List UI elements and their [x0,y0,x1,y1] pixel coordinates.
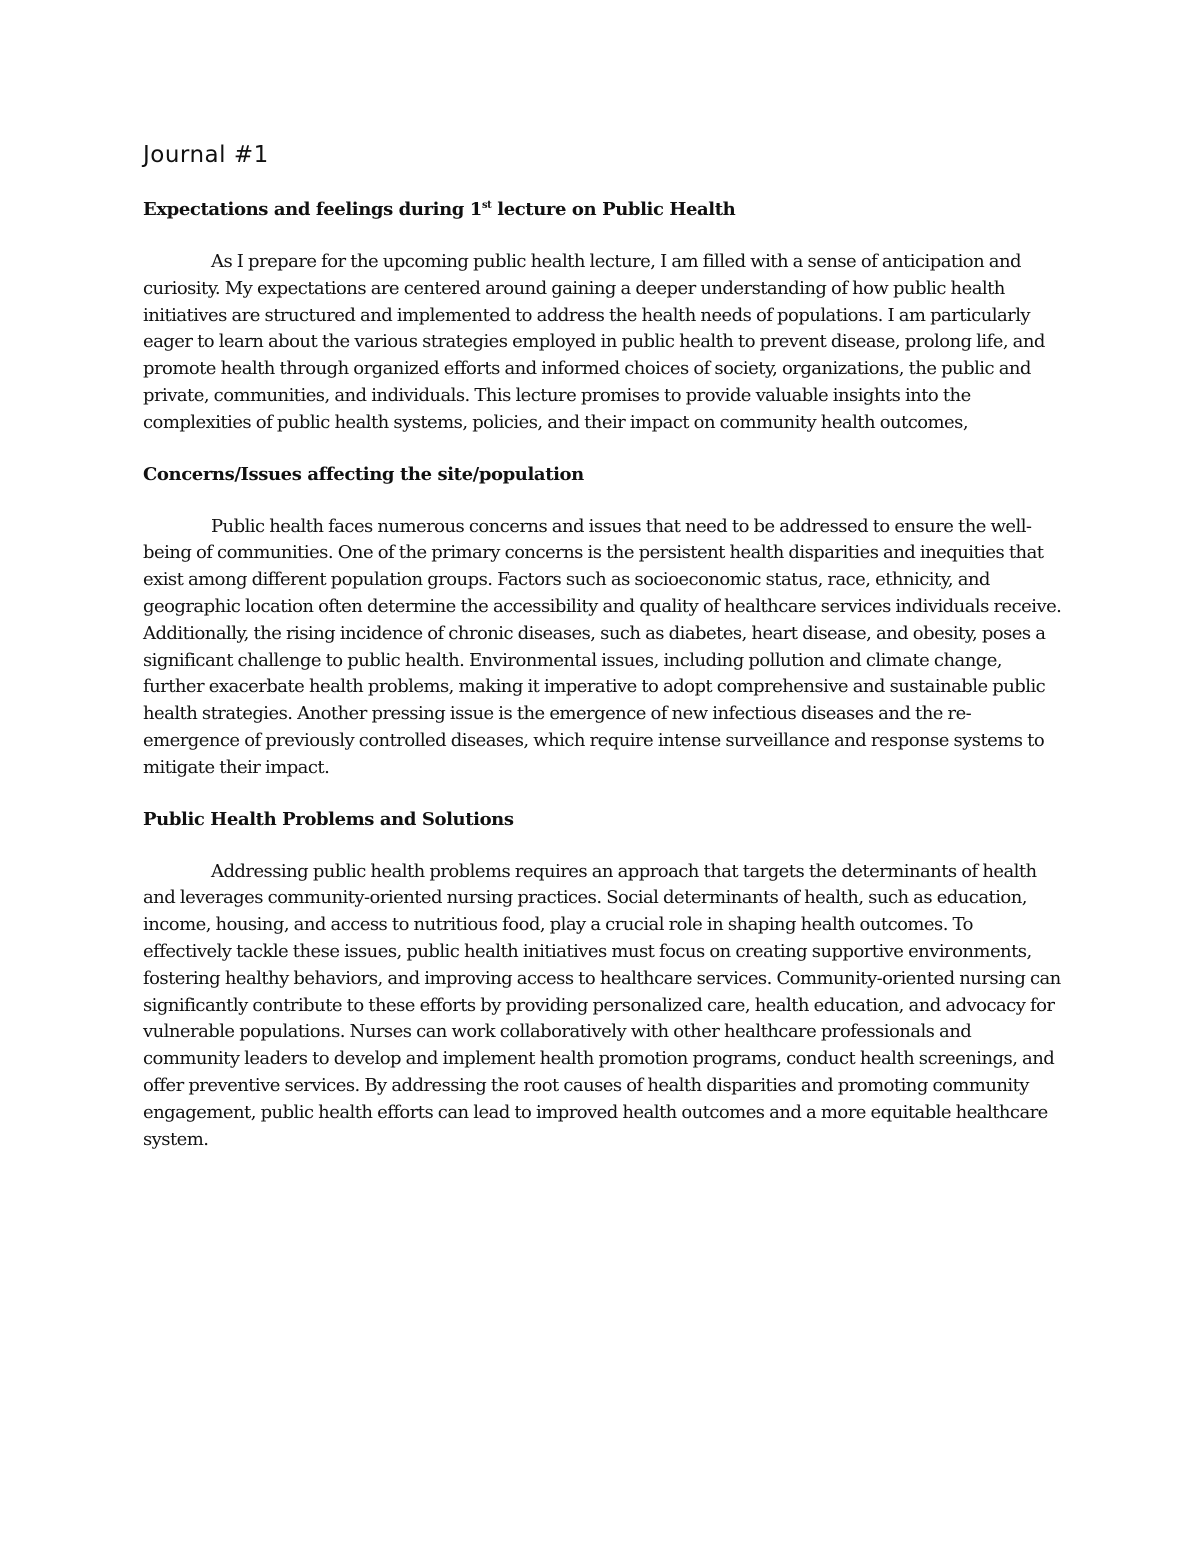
section-paragraph-problems-solutions: Addressing public health problems requires an approach that targets the determinants of health and leverages community-oriented nursing practices. Social determinants of health, such as education, income, housing, and access to nutritious food, play a crucial role in shaping health outcomes. To effectively tackle these issues, public health initiatives must focus on creating supportive environments, fostering healthy behaviors, and improving access to healthcare services. Community-oriented nursing can significantly contribute to these efforts by providing personalized care, health education, and advocacy for vulnerable populations. Nurses can work collaboratively with other healthcare professionals and community leaders to develop and implement health promotion programs, conduct health screenings, and offer preventive services. By addressing the root causes of health disparities and promoting community engagement, public health efforts can lead to improved health outcomes and a more equitable healthcare system. [143,860,1061,1150]
document-body [143,140,1063,1178]
ordinal-superscript: st [481,200,492,211]
section-paragraph-expectations: As I prepare for the upcoming public health lecture, I am filled with a sense of anticipation and curiosity. My expectations are centered around gaining a deeper understanding of how public health initiatives are structured and implemented to address the health needs of populations. I am particularly eager to learn about the various strategies employed in public health to prevent disease, prolong life, and promote health through organized efforts and informed choices of society, organizations, the public and private, communities, and individuals. This lecture promises to provide valuable insights into the complexities of public health systems, policies, and their impact on community health outcomes, [143,251,1045,433]
section-heading-text: Expectations and feelings during 1 [143,199,482,220]
section-heading-text: lecture on Public Health [491,199,736,220]
section-heading-problems-solutions: Public Health Problems and Solutions [143,808,514,830]
section-paragraph-concerns: Public health faces numerous concerns and issues that need to be addressed to ensure the well-being of communities. One of the primary concerns is the persistent health disparities and inequities that exist among different population groups. Factors such as socioeconomic status, race, ethnicity, and geographic location often determine the accessibility and quality of healthcare services individuals receive. Additionally, the rising incidence of chronic diseases, such as diabetes, heart disease, and obesity, poses a significant challenge to public health. Environmental issues, including pollution and climate change, further exacerbate health problems, making it imperative to adopt comprehensive and sustainable public health strategies. Another pressing issue is the emergence of new infectious diseases and the re-emergence of previously controlled diseases, which require intense surveillance and response systems to mitigate their impact. [143,515,1062,778]
section-heading-concerns: Concerns/Issues affecting the site/population [143,463,584,485]
journal-title: Journal #1 [143,142,269,168]
section-heading-expectations [143,197,1063,223]
